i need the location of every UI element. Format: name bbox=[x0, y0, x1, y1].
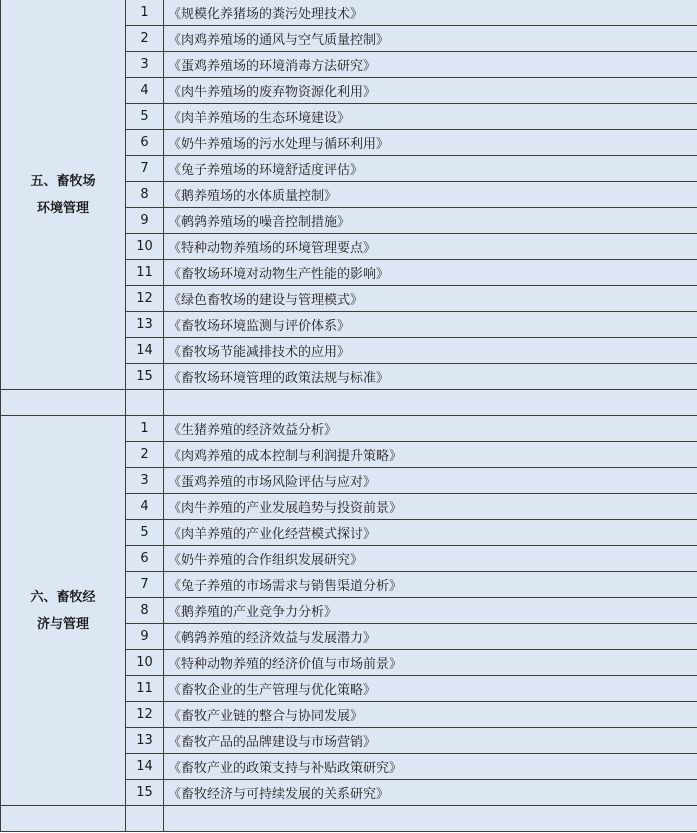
blank-cell bbox=[1, 806, 126, 832]
section-heading-line2: 环境管理 bbox=[36, 200, 89, 216]
topic-title: 《畜牧场节能减排技术的应用》 bbox=[164, 338, 697, 364]
row-number: 4 bbox=[126, 78, 164, 104]
row-number: 8 bbox=[126, 182, 164, 208]
topic-title: 《畜牧经济与可持续发展的关系研究》 bbox=[164, 780, 697, 806]
topic-title: 《奶牛养殖场的污水处理与循环利用》 bbox=[164, 130, 697, 156]
topic-title: 《畜牧产业链的整合与协同发展》 bbox=[164, 702, 697, 728]
topic-title: 《畜牧产业的政策支持与补贴政策研究》 bbox=[164, 754, 697, 780]
topic-title: 《畜牧场环境管理的政策法规与标准》 bbox=[164, 364, 697, 390]
topic-title: 《兔子养殖场的环境舒适度评估》 bbox=[164, 156, 697, 182]
row-number: 3 bbox=[126, 52, 164, 78]
row-number: 1 bbox=[126, 416, 164, 442]
row-number: 15 bbox=[126, 364, 164, 390]
row-number: 6 bbox=[126, 130, 164, 156]
table-row bbox=[1, 416, 697, 442]
topic-title: 《畜牧场环境对动物生产性能的影响》 bbox=[164, 260, 697, 286]
topic-title: 《鹌鹑养殖场的噪音控制措施》 bbox=[164, 208, 697, 234]
row-number: 7 bbox=[126, 156, 164, 182]
row-number: 10 bbox=[126, 650, 164, 676]
blank-cell bbox=[126, 390, 164, 416]
row-number: 7 bbox=[126, 572, 164, 598]
blank-cell bbox=[1, 390, 126, 416]
row-number: 2 bbox=[126, 26, 164, 52]
section-heading-line1: 五、畜牧场 bbox=[30, 173, 96, 189]
topic-title: 《畜牧企业的生产管理与优化策略》 bbox=[164, 676, 697, 702]
row-number: 15 bbox=[126, 780, 164, 806]
topic-title: 《特种动物养殖场的环境管理要点》 bbox=[164, 234, 697, 260]
row-number: 10 bbox=[126, 234, 164, 260]
topic-title: 《奶牛养殖的合作组织发展研究》 bbox=[164, 546, 697, 572]
row-number: 5 bbox=[126, 104, 164, 130]
blank-cell bbox=[164, 390, 697, 416]
row-number: 14 bbox=[126, 754, 164, 780]
topic-title: 《鹌鹑养殖的经济效益与发展潜力》 bbox=[164, 624, 697, 650]
row-number: 13 bbox=[126, 728, 164, 754]
row-number: 2 bbox=[126, 442, 164, 468]
table-row bbox=[1, 0, 697, 26]
section-heading-line2: 济与管理 bbox=[36, 616, 89, 632]
section-heading bbox=[1, 0, 126, 390]
blank-separator-row bbox=[1, 806, 697, 832]
blank-separator-row bbox=[1, 390, 697, 416]
topic-title: 《畜牧产品的品牌建设与市场营销》 bbox=[164, 728, 697, 754]
blank-cell bbox=[126, 806, 164, 832]
blank-cell bbox=[164, 806, 697, 832]
row-number: 11 bbox=[126, 676, 164, 702]
row-number: 9 bbox=[126, 208, 164, 234]
topic-title: 《特种动物养殖的经济价值与市场前景》 bbox=[164, 650, 697, 676]
row-number: 1 bbox=[126, 0, 164, 26]
section-heading-line1: 六、畜牧经 bbox=[30, 589, 96, 605]
row-number: 8 bbox=[126, 598, 164, 624]
row-number: 12 bbox=[126, 286, 164, 312]
section-heading bbox=[1, 416, 126, 806]
row-number: 5 bbox=[126, 520, 164, 546]
topic-title: 《生猪养殖的经济效益分析》 bbox=[164, 416, 697, 442]
row-number: 3 bbox=[126, 468, 164, 494]
row-number: 9 bbox=[126, 624, 164, 650]
row-number: 14 bbox=[126, 338, 164, 364]
row-number: 4 bbox=[126, 494, 164, 520]
row-number: 12 bbox=[126, 702, 164, 728]
topic-title: 《蛋鸡养殖的市场风险评估与应对》 bbox=[164, 468, 697, 494]
topic-title: 《肉牛养殖场的废弃物资源化利用》 bbox=[164, 78, 697, 104]
row-number: 6 bbox=[126, 546, 164, 572]
row-number: 11 bbox=[126, 260, 164, 286]
topic-title: 《肉羊养殖场的生态环境建设》 bbox=[164, 104, 697, 130]
topic-title: 《规模化养猪场的粪污处理技术》 bbox=[164, 0, 697, 26]
topic-title: 《肉鸡养殖的成本控制与利润提升策略》 bbox=[164, 442, 697, 468]
topic-title: 《肉牛养殖的产业发展趋势与投资前景》 bbox=[164, 494, 697, 520]
topic-title: 《蛋鸡养殖场的环境消毒方法研究》 bbox=[164, 52, 697, 78]
topic-title: 《鹅养殖场的水体质量控制》 bbox=[164, 182, 697, 208]
topic-title: 《鹅养殖的产业竞争力分析》 bbox=[164, 598, 697, 624]
topic-title: 《肉羊养殖的产业化经营模式探讨》 bbox=[164, 520, 697, 546]
topic-title: 《肉鸡养殖场的通风与空气质量控制》 bbox=[164, 26, 697, 52]
topic-title: 《畜牧场环境监测与评价体系》 bbox=[164, 312, 697, 338]
topic-title: 《兔子养殖的市场需求与销售渠道分析》 bbox=[164, 572, 697, 598]
topic-title: 《绿色畜牧场的建设与管理模式》 bbox=[164, 286, 697, 312]
row-number: 13 bbox=[126, 312, 164, 338]
